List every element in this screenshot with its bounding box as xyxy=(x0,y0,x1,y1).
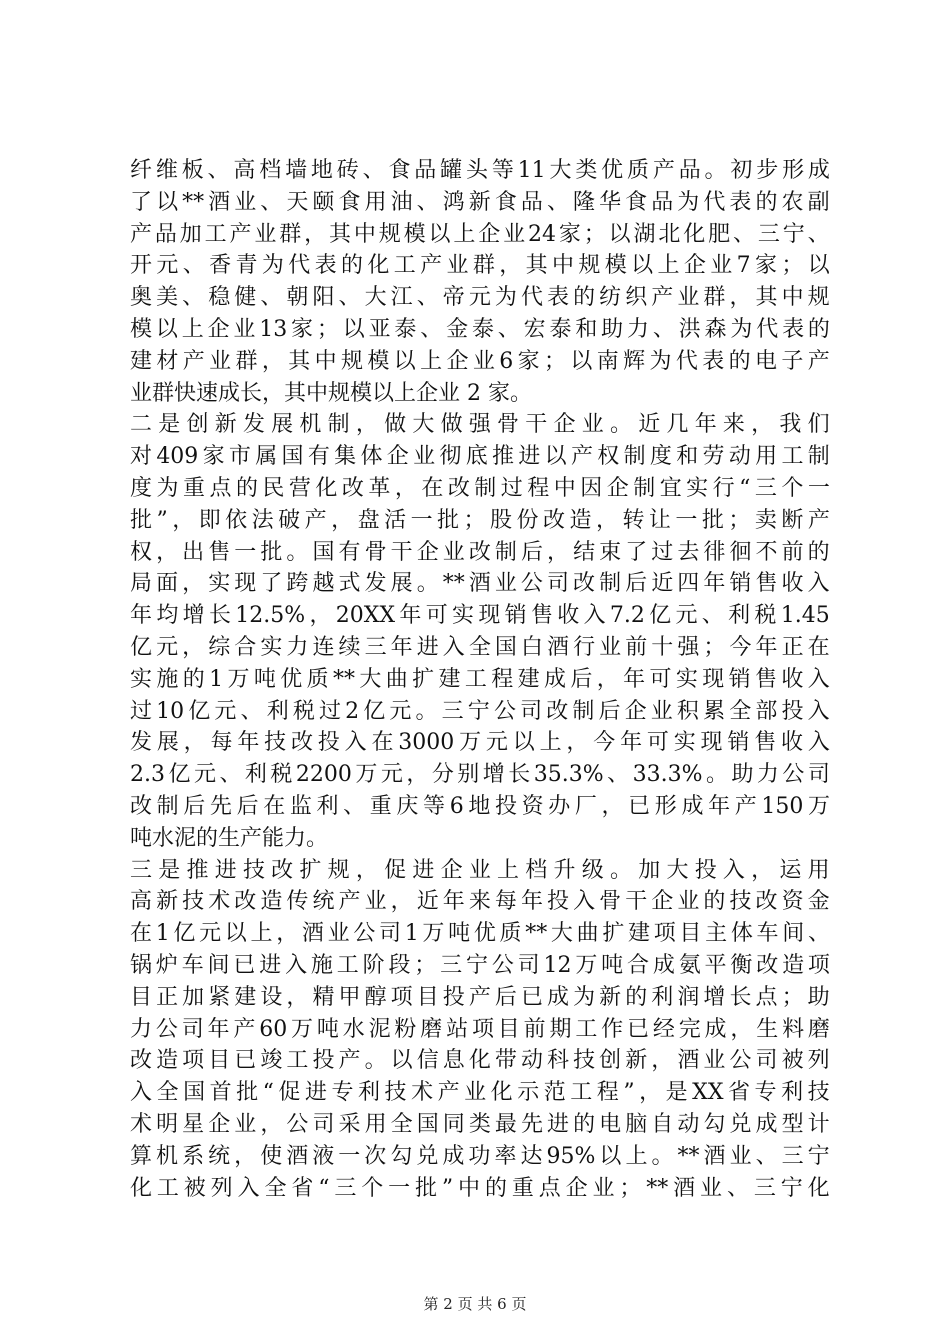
text-line: 高 新 技 术 改 造 传 统 产 业 ， 近 年 来 每 年 投 入 骨 干 企 业 的 技 改 资 金 xyxy=(130,889,830,915)
text-line: 模 以 上 企 业 13 家 ； 以 亚 泰 、 金 泰 、 宏 泰 和 助 力 、 洪 森 为 代 表 的 xyxy=(130,316,830,342)
text-line: 了 以 ** 酒 业 、 天 颐 食 用 油 、 鸿 新 食 品 、 隆 华 食 品 为 代 表 的 农 副 xyxy=(130,189,830,215)
text-line: 术 明 星 企 业 ， 公 司 采 用 全 国 同 类 最 先 进 的 电 脑 自 动 勾 兑 成 型 计 xyxy=(130,1111,830,1137)
text-line: 亿 元 ， 综 合 实 力 连 续 三 年 进 入 全 国 白 酒 行 业 前 十 强 ； 今 年 正 在 xyxy=(130,634,830,660)
page-footer: 第 2 页 共 6 页 xyxy=(423,1295,527,1313)
text-line: 奥 美 、 稳 健 、 朝 阳 、 大 江 、 帝 元 为 代 表 的 纺 织 产 业 群 ， 其 中 规 xyxy=(130,285,830,311)
text-line: 算 机 系 统 ， 使 酒 液 一 次 勾 兑 成 功 率 达 95% 以 上 。 ** 酒 业 、 三 宁 xyxy=(130,1143,830,1169)
text-line: 二 是 创 新 发 展 机 制 ， 做 大 做 强 骨 干 企 业 。 近 几 年 来 ， 我 们 xyxy=(130,412,830,438)
text-line: 2.3 亿 元 、 利 税 2200 万 元 ， 分 别 增 长 35.3% 、 33.3% 。 助 力 公 司 xyxy=(130,762,830,788)
text-line: 吨水泥的生产能力。 xyxy=(130,825,329,851)
text-line: 过 10 亿 元 、 利 税 过 2 亿 元 。 三 宁 公 司 改 制 后 企 业 积 累 全 部 投 入 xyxy=(130,698,830,724)
text-line: 实 施 的 1 万 吨 优 质 ** 大 曲 扩 建 工 程 建 成 后 ， 年 可 实 现 销 售 收 入 xyxy=(130,666,830,692)
text-line: 年 均 增 长 12.5% ， 20XX 年 可 实 现 销 售 收 入 7.2 亿 元 、 利 税 1.45 xyxy=(130,603,830,629)
text-line: 局 面 ， 实 现 了 跨 越 式 发 展 。 ** 酒 业 公 司 改 制 后 近 四 年 销 售 收 入 xyxy=(130,571,830,597)
text-line: 开 元 、 香 青 为 代 表 的 化 工 产 业 群 ， 其 中 规 模 以 上 企 业 7 家 ； 以 xyxy=(130,253,830,279)
body-text xyxy=(130,155,830,1204)
text-line: 改 造 项 目 已 竣 工 投 产 。 以 信 息 化 带 动 科 技 创 新 ， 酒 业 公 司 被 列 xyxy=(130,1048,830,1074)
text-line: 业群快速成长，其中规模以上企业 2 家。 xyxy=(130,380,532,406)
text-line: 权 ， 出 售 一 批 。 国 有 骨 干 企 业 改 制 后 ， 结 束 了 过 去 徘 徊 不 前 的 xyxy=(130,539,830,565)
text-line: 锅 炉 车 间 已 进 入 施 工 阶 段 ； 三 宁 公 司 12 万 吨 合 成 氨 平 衡 改 造 项 xyxy=(130,952,830,978)
text-line: 化 工 被 列 入 全 省 “ 三 个 一 批 ” 中 的 重 点 企 业 ； ** 酒 业 、 三 宁 化 xyxy=(130,1175,830,1201)
text-line: 入 全 国 首 批 “ 促 进 专 利 技 术 产 业 化 示 范 工 程 ” ， 是 XX 省 专 利 技 xyxy=(130,1080,830,1106)
text-line: 产 品 加 工 产 业 群 ， 其 中 规 模 以 上 企 业 24 家 ； 以 湖 北 化 肥 、 三 宁 、 xyxy=(130,221,830,247)
text-line: 发 展 ， 每 年 技 改 投 入 在 3000 万 元 以 上 ， 今 年 可 实 现 销 售 收 入 xyxy=(130,730,830,756)
text-line: 建 材 产 业 群 ， 其 中 规 模 以 上 企 业 6 家 ； 以 南 辉 为 代 表 的 电 子 产 xyxy=(130,348,830,374)
text-line: 力 公 司 年 产 60 万 吨 水 泥 粉 磨 站 项 目 前 期 工 作 已 经 完 成 ， 生 料 磨 xyxy=(130,1016,830,1042)
text-line: 三 是 推 进 技 改 扩 规 ， 促 进 企 业 上 档 升 级 。 加 大 投 入 ， 运 用 xyxy=(130,857,830,883)
text-line: 批 ” ， 即 依 法 破 产 ， 盘 活 一 批 ； 股 份 改 造 ， 转 让 一 批 ； 卖 断 产 xyxy=(130,507,830,533)
text-line: 改 制 后 先 后 在 监 利 、 重 庆 等 6 地 投 资 办 厂 ， 已 形 成 年 产 150 万 xyxy=(130,793,830,819)
text-line: 纤 维 板 、 高 档 墙 地 砖 、 食 品 罐 头 等 11 大 类 优 质 产 品 。 初 步 形 成 xyxy=(130,158,830,183)
text-line: 在 1 亿 元 以 上 ， 酒 业 公 司 1 万 吨 优 质 ** 大 曲 扩 建 项 目 主 体 车 间 、 xyxy=(130,921,830,947)
text-line: 对 409 家 市 属 国 有 集 体 企 业 彻 底 推 进 以 产 权 制 度 和 劳 动 用 工 制 xyxy=(130,444,830,470)
text-line: 度 为 重 点 的 民 营 化 改 革 ， 在 改 制 过 程 中 因 企 制 宜 实 行 “ 三 个 一 xyxy=(130,475,830,501)
text-line: 目 正 加 紧 建 设 ， 精 甲 醇 项 目 投 产 后 已 成 为 新 的 利 润 增 长 点 ； 助 xyxy=(130,984,830,1010)
